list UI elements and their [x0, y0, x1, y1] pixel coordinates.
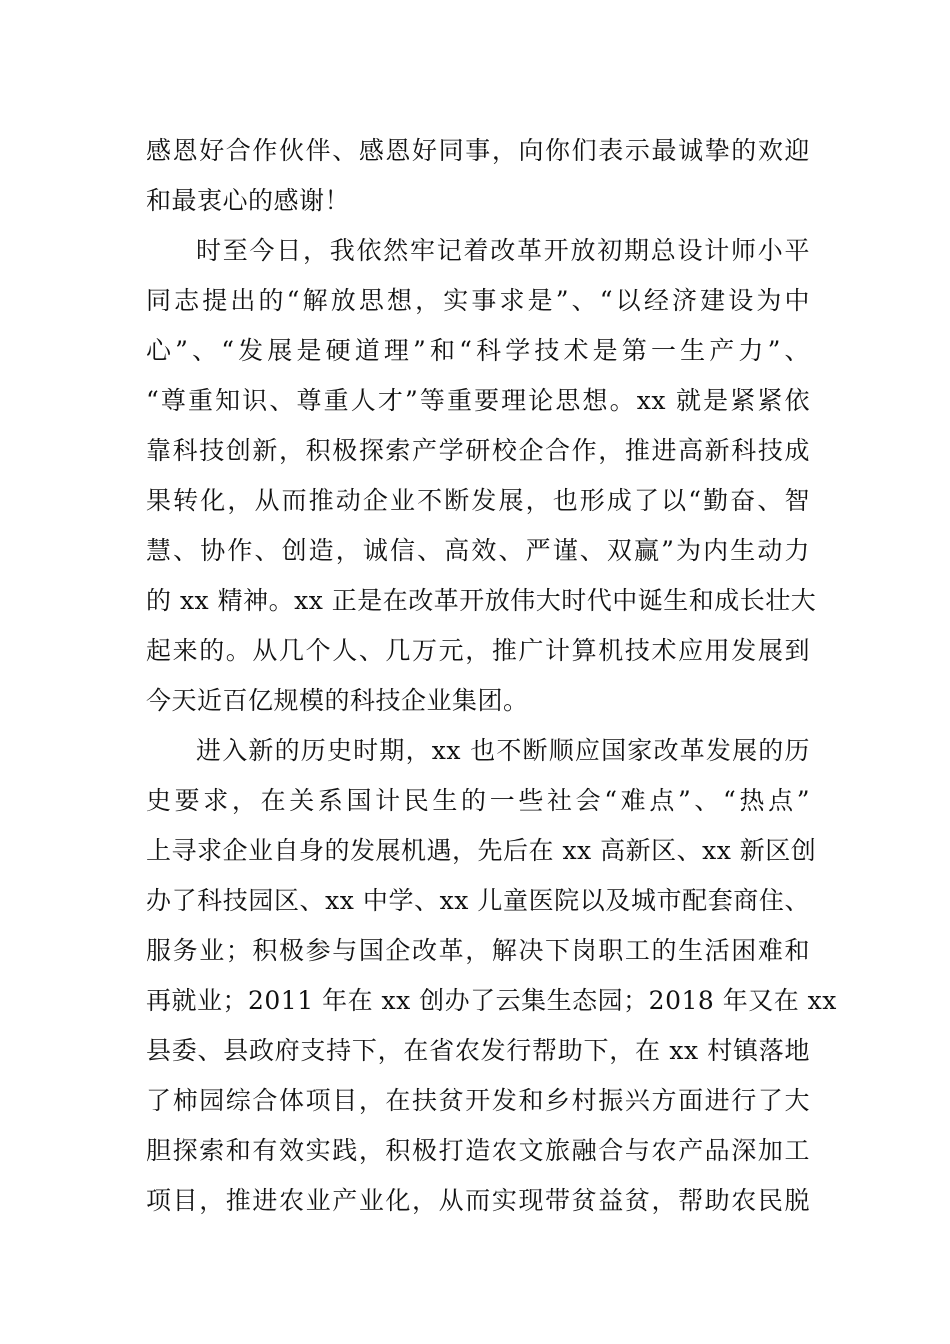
text-line: 今天近百亿规模的科技企业集团。 — [146, 686, 529, 715]
text-line: 感恩好合作伙伴、感恩好同事，向你们表示最诚挚的欢迎 — [146, 136, 810, 165]
text-line: 时至今日，我依然牢记着改革开放初期总设计师小平 — [196, 236, 810, 265]
text-line: 和最衷心的感谢！ — [146, 186, 351, 215]
text-line: 同志提出的“解放思想，实事求是”、“以经济建设为中 — [146, 286, 810, 315]
text-line: 进入新的历史时期，xx 也不断顺应国家改革发展的历 — [196, 736, 810, 765]
text-line: 靠科技创新，积极探索产学研校企合作，推进高新科技成 — [146, 436, 810, 465]
paragraph — [146, 726, 837, 1226]
text-line: 服务业；积极参与国企改革，解决下岗职工的生活困难和 — [146, 936, 810, 965]
paragraph — [146, 126, 810, 226]
text-line: 心”、“发展是硬道理”和“科学技术是第一生产力”、 — [146, 336, 810, 365]
text-line: 县委、县政府支持下，在省农发行帮助下，在 xx 村镇落地 — [146, 1036, 810, 1065]
text-line: 办了科技园区、xx 中学、xx 儿童医院以及城市配套商住、 — [146, 886, 810, 915]
text-line: 起来的。从几个人、几万元，推广计算机技术应用发展到 — [146, 636, 810, 665]
document-body — [146, 126, 837, 1226]
text-line: 项目，推进农业产业化，从而实现带贫益贫，帮助农民脱 — [146, 1186, 810, 1215]
text-line: 胆探索和有效实践，积极打造农文旅融合与农产品深加工 — [146, 1136, 810, 1165]
text-line: 慧、协作、创造，诚信、高效、严谨、双赢”为内生动力 — [146, 536, 810, 565]
text-line: 上寻求企业自身的发展机遇，先后在 xx 高新区、xx 新区创 — [146, 836, 817, 865]
text-line: 的 xx 精神。xx 正是在改革开放伟大时代中诞生和成长壮大 — [146, 586, 817, 615]
paragraph — [146, 226, 817, 726]
text-line: 了柿园综合体项目，在扶贫开发和乡村振兴方面进行了大 — [146, 1086, 810, 1115]
text-line: 再就业；2011 年在 xx 创办了云集生态园；2018 年又在 xx — [146, 986, 837, 1015]
text-line: 史要求，在关系国计民生的一些社会“难点”、“热点” — [146, 786, 810, 815]
text-line: 果转化，从而推动企业不断发展，也形成了以“勤奋、智 — [146, 486, 810, 515]
text-line: “尊重知识、尊重人才”等重要理论思想。xx 就是紧紧依 — [146, 386, 810, 415]
